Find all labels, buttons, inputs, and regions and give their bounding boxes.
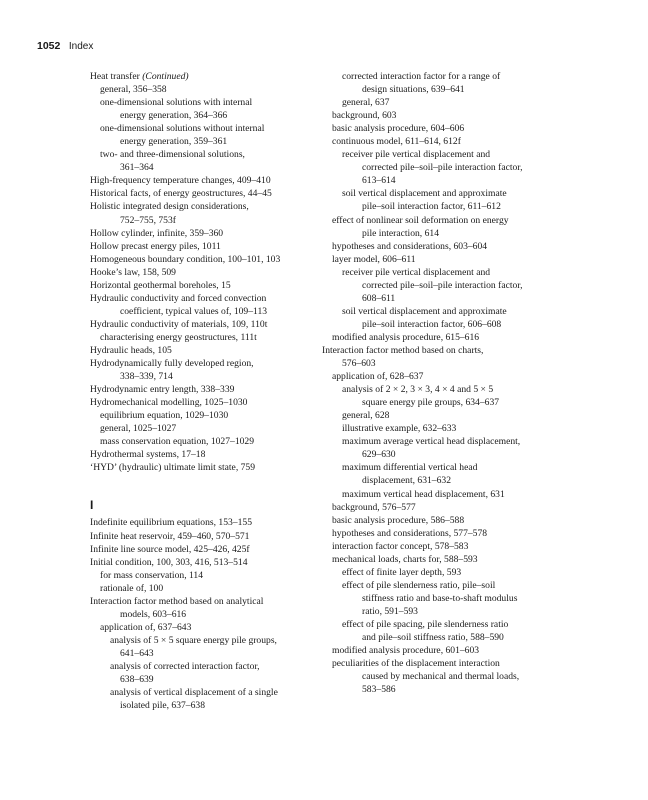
index-entry-text: Hydromechanical modelling, 1025–1030 (90, 397, 248, 409)
index-entry (90, 240, 345, 253)
index-entry (322, 422, 577, 435)
index-entry (90, 83, 345, 96)
index-entry (90, 422, 345, 435)
index-entry (90, 435, 345, 448)
index-entry (322, 461, 577, 474)
index-entry-text: application of, 637–643 (100, 621, 192, 633)
index-entry (322, 383, 577, 396)
index-entry-text: pile interaction, 614 (362, 227, 439, 239)
index-entry (90, 699, 345, 712)
index-entry (322, 148, 577, 161)
index-entry-text: modified analysis procedure, 615–616 (332, 331, 480, 343)
index-entry-text: Indefinite equilibrium equations, 153–155 (90, 517, 252, 529)
index-entry (90, 318, 345, 331)
index-entry-text: Initial condition, 100, 303, 416, 513–514 (90, 556, 248, 568)
index-entry (90, 686, 345, 699)
index-entry-text: Hydraulic conductivity of materials, 109, 110t (90, 318, 268, 330)
index-entry-text: hypotheses and considerations, 577–578 (332, 527, 488, 539)
index-entry (90, 279, 345, 292)
index-entry-text: square energy pile groups, 634–637 (362, 397, 500, 409)
index-entry-text: modified analysis procedure, 601–603 (332, 645, 480, 657)
index-entry-text: Infinite heat reservoir, 459–460, 570–571 (90, 530, 250, 542)
index-entry (90, 396, 345, 409)
index-entry (322, 135, 577, 148)
index-entry-text: Hollow precast energy piles, 1011 (90, 240, 221, 252)
index-entry (90, 673, 345, 686)
index-entry (90, 227, 345, 240)
index-entry-text: 576–603 (342, 358, 376, 370)
index-entry (90, 582, 345, 595)
index-entry (90, 161, 345, 174)
index-entry-text: coefficient, typical values of, 109–113 (120, 305, 268, 317)
index-entry-text: Hooke’s law, 158, 509 (90, 266, 176, 278)
index-entry (90, 660, 345, 673)
index-entry-text: basic analysis procedure, 586–588 (332, 514, 465, 526)
index-entry (90, 122, 345, 135)
index-entry-text: ratio, 591–593 (362, 605, 418, 617)
index-entry-text: characterising energy geostructures, 111t (100, 331, 257, 343)
index-entry-text: High-frequency temperature changes, 409–410 (90, 175, 271, 187)
index-entry-text: hypotheses and considerations, 603–604 (332, 240, 488, 252)
index-entry (322, 240, 577, 253)
index-entry (322, 292, 577, 305)
index-entry (90, 266, 345, 279)
index-entry-text: receiver pile vertical displacement and (342, 149, 491, 161)
index-entry (322, 579, 577, 592)
index-entry-text: equilibrium equation, 1029–1030 (100, 410, 229, 422)
index-entry-text: Historical facts, of energy geostructures, 44–45 (90, 188, 272, 200)
index-entry-text: receiver pile vertical displacement and (342, 266, 491, 278)
index-entry (322, 83, 577, 96)
index-entry-text: two- and three-dimensional solutions, (100, 149, 245, 161)
index-entry-text: maximum differential vertical head (342, 462, 478, 474)
index-entry (90, 556, 345, 569)
index-entry-text: one-dimensional solutions with internal (100, 97, 253, 109)
index-entry (90, 174, 345, 187)
index-entry (322, 96, 577, 109)
index-entry-text: effect of finite layer depth, 593 (342, 566, 462, 578)
index-entry-text: continuous model, 611–614, 612f (332, 136, 461, 148)
index-entry (322, 435, 577, 448)
index-entry-text: Hydraulic conductivity and forced convection (90, 292, 267, 304)
index-entry-text: energy generation, 359–361 (120, 136, 228, 148)
index-entry (90, 331, 345, 344)
index-entry-text: ‘HYD’ (hydraulic) ultimate limit state, 759 (90, 462, 256, 474)
index-entry (322, 396, 577, 409)
index-entry (322, 344, 577, 357)
index-entry-text: mechanical loads, charts for, 588–593 (332, 553, 478, 565)
index-entry (322, 670, 577, 683)
index-entry (90, 187, 345, 200)
index-entry-text: pile–soil interaction factor, 611–612 (362, 201, 501, 213)
index-entry (322, 605, 577, 618)
index-entry (90, 409, 345, 422)
index-entry-text: effect of pile spacing, pile slenderness ratio (342, 618, 509, 630)
index-entry-text: corrected pile–soil–pile interaction factor, (362, 162, 523, 174)
index-entry (322, 657, 577, 670)
index-entry-text: displacement, 631–632 (362, 475, 451, 487)
index-entry (90, 96, 345, 109)
index-entry (90, 305, 345, 318)
index-entry-text: one-dimensional solutions without internal (100, 123, 265, 135)
index-entry (322, 279, 577, 292)
index-entry-text: basic analysis procedure, 604–606 (332, 123, 465, 135)
index-entry-text: Heat transfer (90, 71, 143, 82)
index-entry-text: general, 356–358 (100, 84, 167, 96)
index-entry-text: general, 1025–1027 (100, 423, 177, 435)
index-entry-text: mass conservation equation, 1027–1029 (100, 436, 255, 448)
index-entry-text: general, 628 (342, 410, 390, 422)
index-entry-text: maximum vertical head displacement, 631 (342, 488, 505, 500)
index-entry (90, 357, 345, 370)
index-entry-text: 613–614 (362, 175, 396, 187)
index-entry (90, 370, 345, 383)
index-entry-text: maximum average vertical head displacement, (342, 436, 521, 448)
index-entry (322, 592, 577, 605)
index-entry (90, 148, 345, 161)
index-entry (322, 200, 577, 213)
index-entry-text: Hydraulic heads, 105 (90, 344, 172, 356)
index-entry (90, 448, 345, 461)
index-entry-text: 338–339, 714 (120, 371, 173, 383)
index-entry (322, 527, 577, 540)
index-entry (322, 553, 577, 566)
index-entry (322, 122, 577, 135)
index-entry (90, 253, 345, 266)
index-entry (90, 530, 345, 543)
index-entry (322, 227, 577, 240)
index-entry (90, 634, 345, 647)
index-entry-text: for mass conservation, 114 (100, 569, 204, 581)
index-entry (322, 331, 577, 344)
index-entry (322, 488, 577, 501)
index-entry (90, 383, 345, 396)
index-entry-text: caused by mechanical and thermal loads, (362, 671, 520, 683)
index-entry (322, 409, 577, 422)
index-entry (90, 516, 345, 529)
index-entry-text: background, 576–577 (332, 501, 416, 513)
index-entry (322, 370, 577, 383)
index-entry (322, 109, 577, 122)
index-entry (90, 647, 345, 660)
index-entry-text: 641–643 (120, 647, 154, 659)
index-entry (322, 540, 577, 553)
index-entry-text: soil vertical displacement and approximate (342, 188, 507, 200)
index-entry (322, 514, 577, 527)
index-column-right (322, 70, 577, 696)
index-entry (90, 200, 345, 213)
index-entry (90, 543, 345, 556)
index-entry-text: 752–755, 753f (120, 214, 176, 226)
index-entry-text: 638–639 (120, 674, 154, 686)
index-entry-text: peculiarities of the displacement interaction (332, 658, 500, 670)
index-entry (90, 292, 345, 305)
index-entry (90, 70, 345, 83)
index-entry (322, 474, 577, 487)
index-entry-text: Hydrodynamic entry length, 338–339 (90, 384, 235, 396)
index-entry (322, 566, 577, 579)
index-entry-text: 608–611 (362, 292, 396, 304)
index-entry (90, 569, 345, 582)
index-entry-text: Horizontal geothermal boreholes, 15 (90, 279, 231, 291)
index-entry (322, 448, 577, 461)
index-entry (322, 683, 577, 696)
index-entry-text: design situations, 639–641 (362, 84, 465, 96)
index-entry (322, 618, 577, 631)
index-entry-text: interaction factor concept, 578–583 (332, 540, 469, 552)
index-entry-text: corrected pile–soil–pile interaction factor, (362, 279, 523, 291)
index-entry (322, 318, 577, 331)
index-entry (90, 135, 345, 148)
page-number: 1052 (37, 40, 61, 52)
index-entry-text: background, 603 (332, 110, 397, 122)
index-entry-text: stiffness ratio and base-to-shaft modulus (362, 592, 518, 604)
index-entry-text: analysis of 2 × 2, 3 × 3, 4 × 4 and 5 × 5 (342, 384, 494, 396)
index-entry (322, 631, 577, 644)
index-entry-text: analysis of vertical displacement of a single (110, 687, 278, 699)
page-header (37, 40, 93, 52)
index-entry (90, 595, 345, 608)
index-entry-qualifier: (Continued) (142, 71, 189, 82)
index-entry (322, 174, 577, 187)
index-entry (90, 461, 345, 474)
index-entry-text: isolated pile, 637–638 (120, 700, 205, 712)
index-entry-text: effect of pile slenderness ratio, pile–soil (342, 579, 496, 591)
index-entry-text: rationale of, 100 (100, 582, 164, 594)
index-entry-text: 583–586 (362, 684, 396, 696)
index-entry (90, 109, 345, 122)
index-entry (322, 305, 577, 318)
index-entry-text: Holistic integrated design considerations, (90, 201, 249, 213)
index-entry (322, 501, 577, 514)
index-entry-text: 629–630 (362, 449, 396, 461)
index-entry (90, 344, 345, 357)
index-entry-text: soil vertical displacement and approximate (342, 305, 507, 317)
index-entry-text: Infinite line source model, 425–426, 425f (90, 543, 250, 555)
index-entry-text: corrected interaction factor for a range of (342, 71, 501, 82)
index-entry-text: analysis of corrected interaction factor, (110, 660, 260, 672)
index-entry-text: general, 637 (342, 97, 390, 109)
index-entry (322, 644, 577, 657)
index-entry-text: Homogeneous boundary condition, 100–101, 103 (90, 253, 281, 265)
index-entry-text: layer model, 606–611 (332, 253, 416, 265)
section-letter: I (90, 498, 94, 513)
section-spacer (90, 474, 345, 498)
index-entry (90, 621, 345, 634)
index-entry-text: Interaction factor method based on charts, (322, 344, 484, 356)
index-entry (322, 266, 577, 279)
index-entry-text: Hydrodynamically fully developed region, (90, 358, 254, 370)
index-entry (322, 357, 577, 370)
index-entry (322, 214, 577, 227)
index-entry (322, 253, 577, 266)
index-entry (90, 214, 345, 227)
running-title: Index (68, 41, 94, 52)
index-entry (322, 70, 577, 83)
index-column-left (90, 70, 345, 712)
index-entry-text: pile–soil interaction factor, 606–608 (362, 318, 502, 330)
index-entry-text: 361–364 (120, 162, 154, 174)
index-entry (322, 187, 577, 200)
index-entry-text: energy generation, 364–366 (120, 110, 228, 122)
index-entry-text: effect of nonlinear soil deformation on energy (332, 214, 509, 226)
index-entry-text: Interaction factor method based on analytical (90, 595, 264, 607)
index-entry-text: Hydrothermal systems, 17–18 (90, 449, 206, 461)
index-entry-text: illustrative example, 632–633 (342, 423, 457, 435)
index-entry-text: application of, 628–637 (332, 371, 424, 383)
index-entry-text: models, 603–616 (120, 608, 187, 620)
index-entry (322, 161, 577, 174)
index-entry-text: Hollow cylinder, infinite, 359–360 (90, 227, 224, 239)
index-entry-text: analysis of 5 × 5 square energy pile groups, (110, 634, 277, 646)
index-entry (90, 608, 345, 621)
index-entry-text: and pile–soil stiffness ratio, 588–590 (362, 632, 504, 644)
